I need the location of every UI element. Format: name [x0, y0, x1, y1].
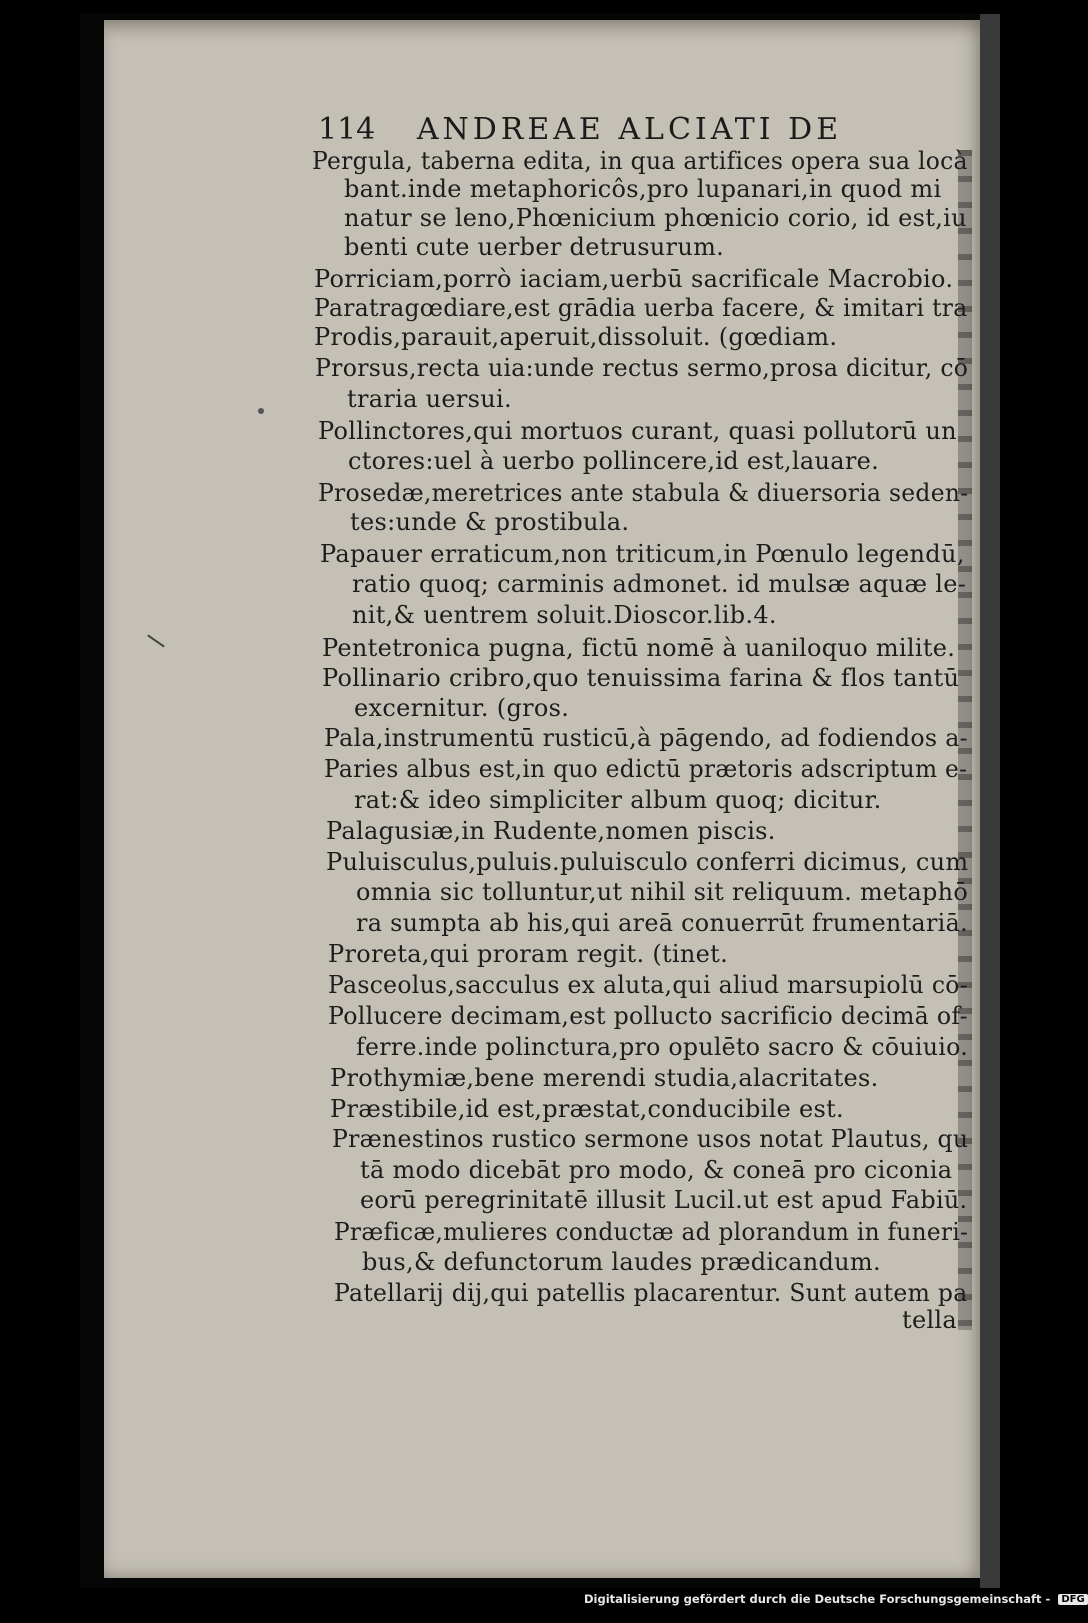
text-line: natur se leno,Phœnicium phœnicio corio, id est,iu [344, 204, 967, 232]
text-line: eorū peregrinitatē illusit Lucil.ut est apud Fabiū. [360, 1186, 968, 1214]
text-line: Præstibile,id est,præstat,conducibile est. [330, 1095, 844, 1123]
text-line: tā modo dicebāt pro modo, & coneā pro ciconia [360, 1156, 953, 1184]
text-line: Paries albus est,in quo edictū prætoris adscriptum e- [324, 755, 968, 783]
text-line: traria uersui. [347, 385, 512, 413]
text-line: rat:& ideo simpliciter album quoq; dicitur. [354, 786, 882, 814]
text-line: Papauer erraticum,non triticum,in Pœnulo legendū, [320, 540, 965, 568]
page-number: 114 [318, 112, 376, 147]
text-line: Pala,instrumentū rusticū,à pāgendo, ad fodiendos a- [324, 724, 968, 752]
text-line: ratio quoq; carminis admonet. id mulsæ aquæ le- [352, 570, 967, 598]
text-line: tes:unde & prostibula. [350, 508, 630, 536]
text-line: benti cute uerber detrusurum. [344, 233, 725, 261]
text-line: Pollucere decimam,est polluctо sacrificio decimā of- [328, 1002, 968, 1030]
text-line: excernitur. (gros. [354, 694, 570, 722]
text-line: Puluisculus,puluis.puluisculo conferri dicimus, cum [326, 848, 969, 876]
text-line: ctores:uel à uerbo pollincere,id est,lauare. [348, 447, 880, 475]
ink-spot [258, 408, 264, 414]
text-line: Patellarij dij,qui patellis placarentur. Sunt autem pa [334, 1279, 968, 1307]
text-line: Pollinctores,qui mortuos curant, quasi pollutorū un [318, 417, 957, 445]
text-line: omnia sic tolluntur,ut nihil sit reliquum. metaphō [356, 878, 969, 906]
text-line: Paratragœdiare,est grādia uerba facere, & imitari tra [314, 294, 968, 322]
text-line: Proreta,qui proram regit. (tinet. [328, 940, 729, 968]
text-line: Prosedæ,meretrices ante stabula & diuersoria seden- [318, 479, 969, 507]
text-line: nit,& uentrem soluit.Dioscor.lib.4. [352, 601, 777, 629]
running-header [318, 112, 842, 147]
text-line: Pollinario cribro,quo tenuissima farina & flos tantū [322, 664, 960, 692]
text-line: Pasceolus,sacculus ex aluta,qui aliud marsupiolū cō- [328, 971, 968, 999]
text-line: Præficæ,mulieres conductæ ad plorandum in funeri- [334, 1218, 969, 1246]
dfg-logo: DFG [1058, 1594, 1087, 1605]
text-line: ferre.inde polinctura,pro opulēto sacro & cōuiuio. [356, 1033, 969, 1061]
text-line: bant.inde metaphoricôs,pro lupanari,in quod mi [344, 175, 942, 203]
text-line: bus,& defunctorum laudes prædicandum. [362, 1248, 881, 1276]
running-title: ANDREAE ALCIATI DE [416, 112, 843, 147]
text-line: Pentetronica pugna, fictū nomē à uaniloquo milite. [322, 634, 956, 662]
credit-text: Digitalisierung gefördert durch die Deutsche Forschungsgemeinschaft - [584, 1592, 1051, 1606]
text-line: Palagusiæ,in Rudente,nomen piscis. [326, 817, 776, 845]
text-line: tella [902, 1306, 958, 1334]
text-line: Prorsus,recta uia:unde rectus sermo,prosa dicitur, cō [315, 354, 969, 382]
text-line: Pergula, taberna edita, in qua artifices opera sua locà [312, 147, 968, 175]
text-line: ra sumpta ab his,qui areā conuerrūt frumentariā. [356, 909, 968, 937]
text-line: Prænestinos rustico sermone usos notat Plautus, qu [332, 1125, 969, 1153]
page-edge [980, 14, 1000, 1588]
text-line: Prodis,parauit,aperuit,dissoluit. (gœdiam. [314, 323, 838, 351]
text-line: Porriciam,porrò iaciam,uerbū sacrificale Macrobio. [314, 265, 954, 293]
text-line: Prothymiæ,bene merendi studia,alacritates. [330, 1064, 879, 1092]
digitization-credit [584, 1592, 1088, 1606]
